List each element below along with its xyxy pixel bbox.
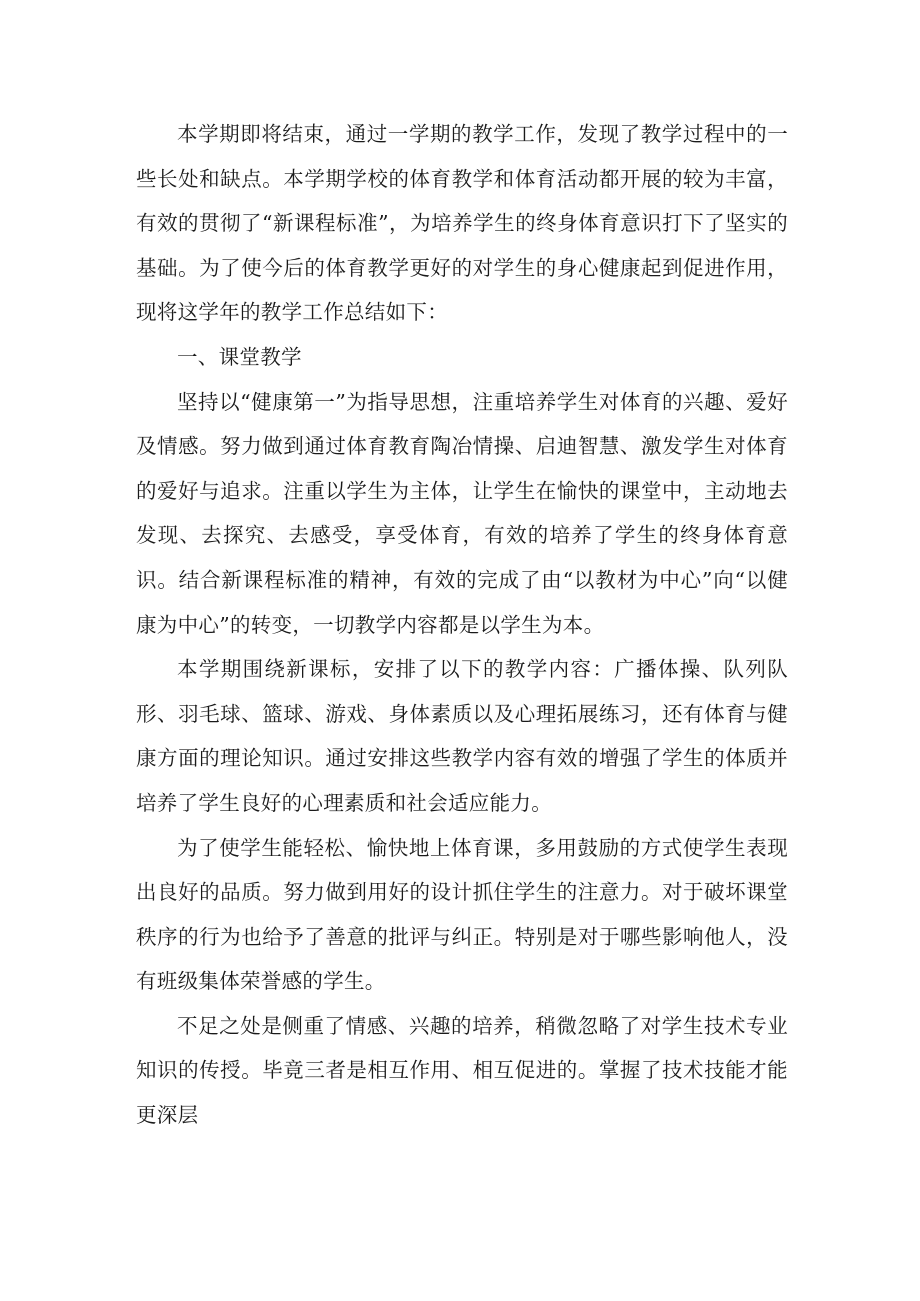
section-heading-classroom-teaching: 一、课堂教学 <box>177 344 302 369</box>
document-body <box>136 112 788 1138</box>
paragraph-shortcomings: 不足之处是侧重了情感、兴趣的培养，稍微忽略了对学生技术专业知识的传授。毕竟三者是相互作用、相互促进的。掌握了技术技能才能更深层 <box>136 1013 788 1128</box>
paragraph-intro: 本学期即将结束，通过一学期的教学工作，发现了教学过程中的一些长处和缺点。本学期学校的体育教学和体育活动都开展的较为丰富，有效的贯彻了“新课程标准”，为培养学生的终身体育意识打下了坚实的基础。为了使今后的体育教学更好的对学生的身心健康起到促进作用，现将这学年的教学工作总结如下： <box>136 122 788 325</box>
paragraph-encouragement: 为了使学生能轻松、愉快地上体育课，多用鼓励的方式使学生表现出良好的品质。努力做到用好的设计抓住学生的注意力。对于破坏课堂秩序的行为也给予了善意的批评与纠正。特别是对于哪些影响他人，没有班级集体荣誉感的学生。 <box>136 835 788 994</box>
paragraph-teaching-content: 本学期围绕新课标，安排了以下的教学内容：广播体操、队列队形、羽毛球、篮球、游戏、身体素质以及心理拓展练习，还有体育与健康方面的理论知识。通过安排这些教学内容有效的增强了学生的体质并培养了学生良好的心理素质和社会适应能力。 <box>136 657 788 815</box>
paragraph-guiding-principle: 坚持以“健康第一”为指导思想，注重培养学生对体育的兴趣、爱好及情感。努力做到通过体育教育陶冶情操、启迪智慧、激发学生对体育的爱好与追求。注重以学生为主体，让学生在愉快的课堂中，主动地去发现、去探究、去感受，享受体育，有效的培养了学生的终身体育意识。结合新课程标准的精神，有效的完成了由“以教材为中心”向“以健康为中心”的转变，一切教学内容都是以学生为本。 <box>136 389 788 637</box>
